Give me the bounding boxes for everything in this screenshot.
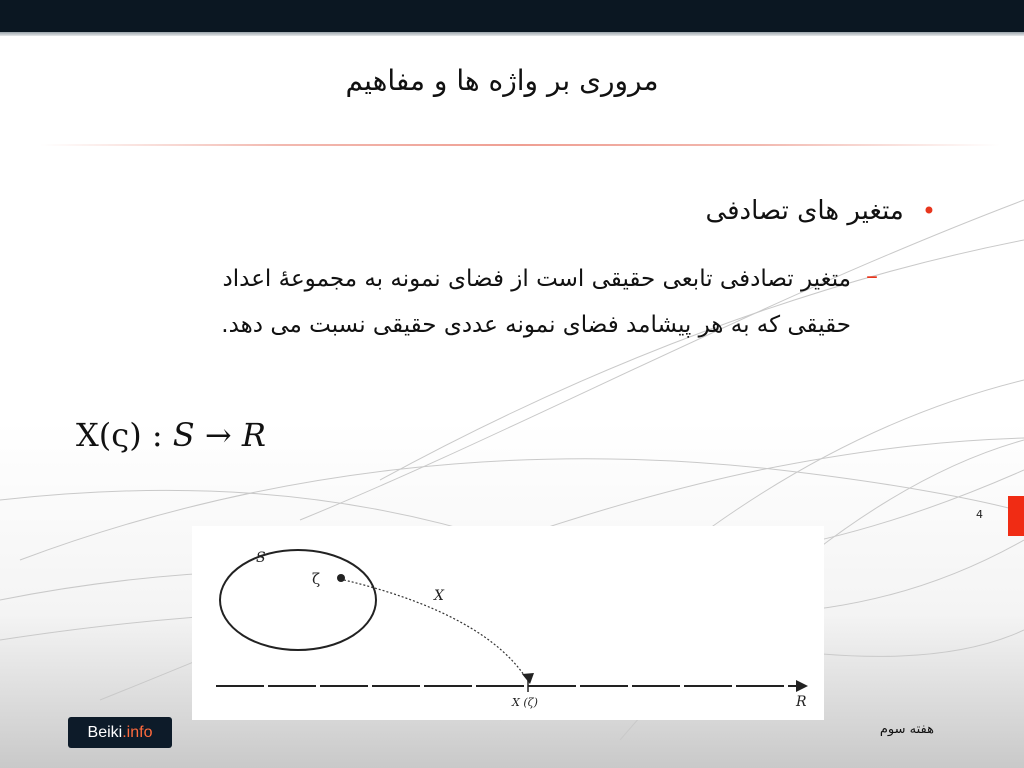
page-number: 4 — [976, 508, 983, 521]
mapping-diagram — [192, 526, 824, 720]
axis-label: R — [796, 694, 807, 710]
sample-space-label: S — [256, 550, 266, 566]
axis-arrowhead-icon — [796, 680, 808, 692]
red-accent-tab — [1008, 496, 1024, 536]
definition-line-2: حقیقی که به هر پیشامد فضای نمونه عددی حقیقی نسبت می دهد. — [221, 312, 851, 338]
outcome-point — [337, 574, 345, 582]
beiki-logo[interactable] — [68, 717, 172, 748]
random-variable-figure — [192, 526, 824, 720]
mapping-label: X — [434, 588, 444, 604]
logo-text-red: .info — [122, 723, 153, 741]
bullet-random-variables — [705, 196, 936, 226]
definition-line-1: متغیر تصادفی تابعی حقیقی است از فضای نمونه به مجموعۀ اعداد — [222, 266, 851, 292]
logo-text-white: Beiki — [87, 723, 123, 741]
formula-domain: S — [172, 416, 195, 454]
sample-space-ellipse — [220, 550, 376, 650]
footer-week-label: هفته سوم — [879, 722, 934, 737]
formula-codomain: R — [241, 416, 266, 454]
formula-arrow: → — [194, 416, 242, 454]
image-label: X (ζ) — [512, 696, 538, 709]
slide-title: مروری بر واژه ها و مفاهیم — [345, 64, 659, 97]
mapping-formula — [76, 416, 266, 454]
bullet-text: متغیر های تصادفی — [705, 196, 904, 226]
outcome-label: ζ — [312, 570, 321, 588]
bullet-dot-icon: • — [921, 197, 936, 225]
title-divider — [40, 144, 1000, 146]
sub-bullet-definition — [96, 256, 851, 348]
formula-lhs: X(ς) : — [76, 416, 173, 454]
sub-bullet-dash-icon: – — [866, 262, 878, 290]
